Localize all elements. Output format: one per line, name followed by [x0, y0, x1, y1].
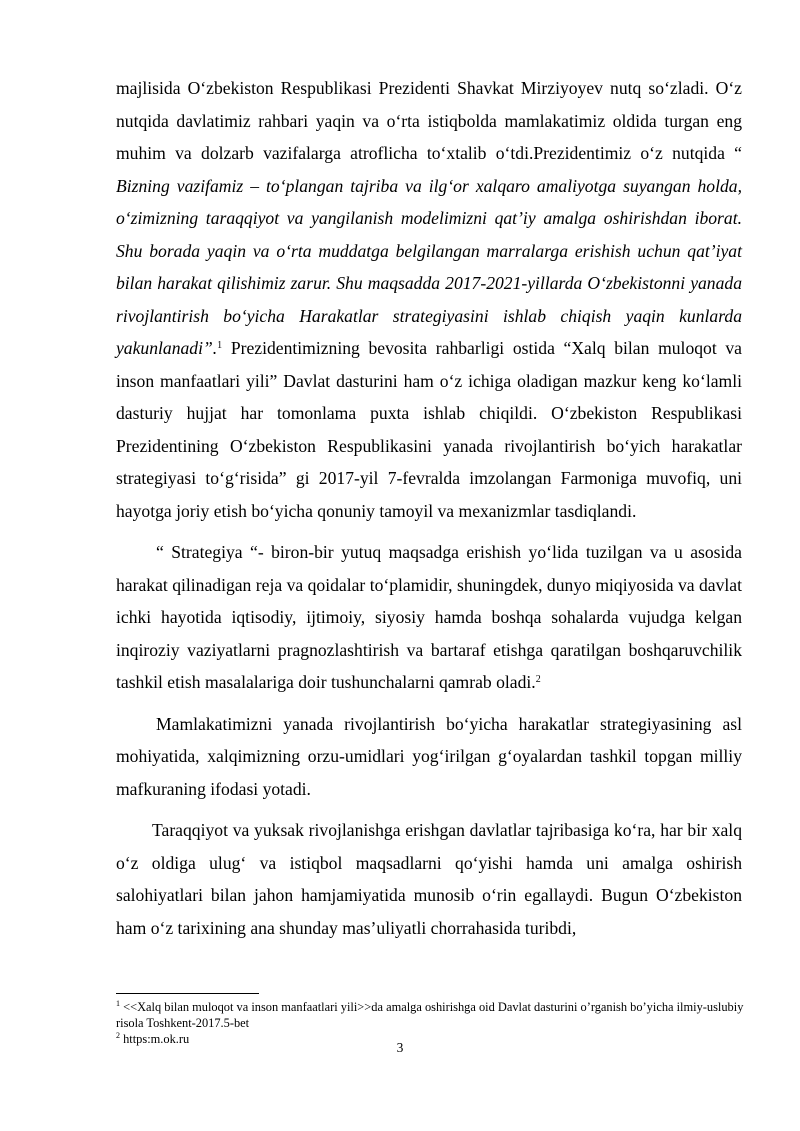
footnote-2-text: https:m.ok.ru	[120, 1032, 190, 1046]
footnote-1-mark: 1	[116, 999, 120, 1008]
footnote-2-mark: 2	[116, 1031, 120, 1040]
paragraph-3: Mamlakatimizni yanada rivojlantirish bo‘yicha harakatlar strategiyasining asl mohiyatida, xalqimizning orzu-umidlari yog‘irilgan g‘oyalardan tashkil topgan milliy mafkuraning ifodasi yotadi.	[116, 713, 742, 799]
president-quote: Bizning vazifamiz – to‘plangan tajriba va ilg‘or xalqaro amaliyotga suyangan holda, o‘zimizning taraqqiyot va yangilanish modelimizni qat’iy amalga oshirishdan iborat. Shu borada yaqin va o‘rta muddatga belgilangan marralarga erishish uchun qat’iyat bilan harakat qilishimiz zarur. Shu maqsadda 2017-2021-yillarda O‘zbekistonni yanada rivojlantirish bo‘yicha Harakatlar strategiyasini ishlab chiqish yaqin kunlarda yakunlanadi”.	[116, 175, 742, 358]
paragraph-1	[116, 72, 742, 527]
paragraph-2-text: “ Strategiya “- biron-bir yutuq maqsadga erishish yo‘lida tuzilgan va u asosida harakat qilinadigan reja va qoidalar to‘plamidir, shuningdek, dunyo miqiyosida va davlat ichki hayotida iqtisodiy, ijtimoiy, siyosiy hamda boshqa sohalarda vujudga kelgan inqiroziy vaziyatlarni pragnozlashtirish va bartaraf etishga qaratilgan boshqaruvchilik tashkil etish masalalariga doir tushunchalarni qamrab oladi.	[116, 542, 742, 692]
body-text	[116, 72, 742, 944]
paragraph-4: Taraqqiyot va yuksak rivojlanishga erishgan davlatlar tajribasiga ko‘ra, har bir xalq o‘z oldiga ulug‘ va istiqbol maqsadlarni qo‘yishi hamda uni amalga oshirish salohiyatlari bilan jahon hamjamiyatida munosib o‘rin egallaydi. Bugun O‘zbekiston ham o‘z tarixining ana shunday mas’uliyatli chorrahasida turibdi,	[116, 820, 742, 938]
footnote-1-text: <<Xalq bilan muloqot va inson manfaatlari yili>>da amalga oshirishga oid Davlat dasturini o’rganish bo’yicha ilmiy-uslubiy risola Toshkent-2017.5-bet	[116, 1000, 744, 1030]
footnote-ref-1[interactable]: 1	[217, 340, 223, 351]
footnote-divider	[116, 993, 259, 994]
paragraph-1-rest: Prezidentimizning bevosita rahbarligi ostida “Xalq bilan muloqot va inson manfaatlari yili” Davlat dasturini ham o‘z ichiga oladigan mazkur keng ko‘lamli dasturiy hujjat har tomonlama puxta ishlab chiqildi. O‘zbekiston Respublikasi Prezidentining O‘zbekiston Respublikasini yanada rivojlantirish bo‘yich harakatlar strategiyasi to‘g‘risida” gi 2017-yil 7-fevralda imzolangan Farmoniga muvofiq, uni hayotga joriy etish bo‘yicha qonuniy tamoyil va mexanizmlar tasdiqlandi.	[116, 338, 742, 521]
paragraph-2	[116, 536, 742, 699]
page-number: 3	[396, 1040, 404, 1055]
footnote-ref-2[interactable]: 2	[535, 674, 541, 685]
footnote-1	[116, 999, 746, 1031]
paragraph-1-intro: majlisida O‘zbekiston Respublikasi Prezidenti Shavkat Mirziyoyev nutq so‘zladi. O‘z nutqida davlatimiz rahbari yaqin va o‘rta istiqbolda mamlakatimiz oldida turgan eng muhim va dolzarb vazifalarga atroflicha to‘xtalib o‘tdi.Prezidentimiz o‘z nutqida “	[116, 78, 742, 163]
